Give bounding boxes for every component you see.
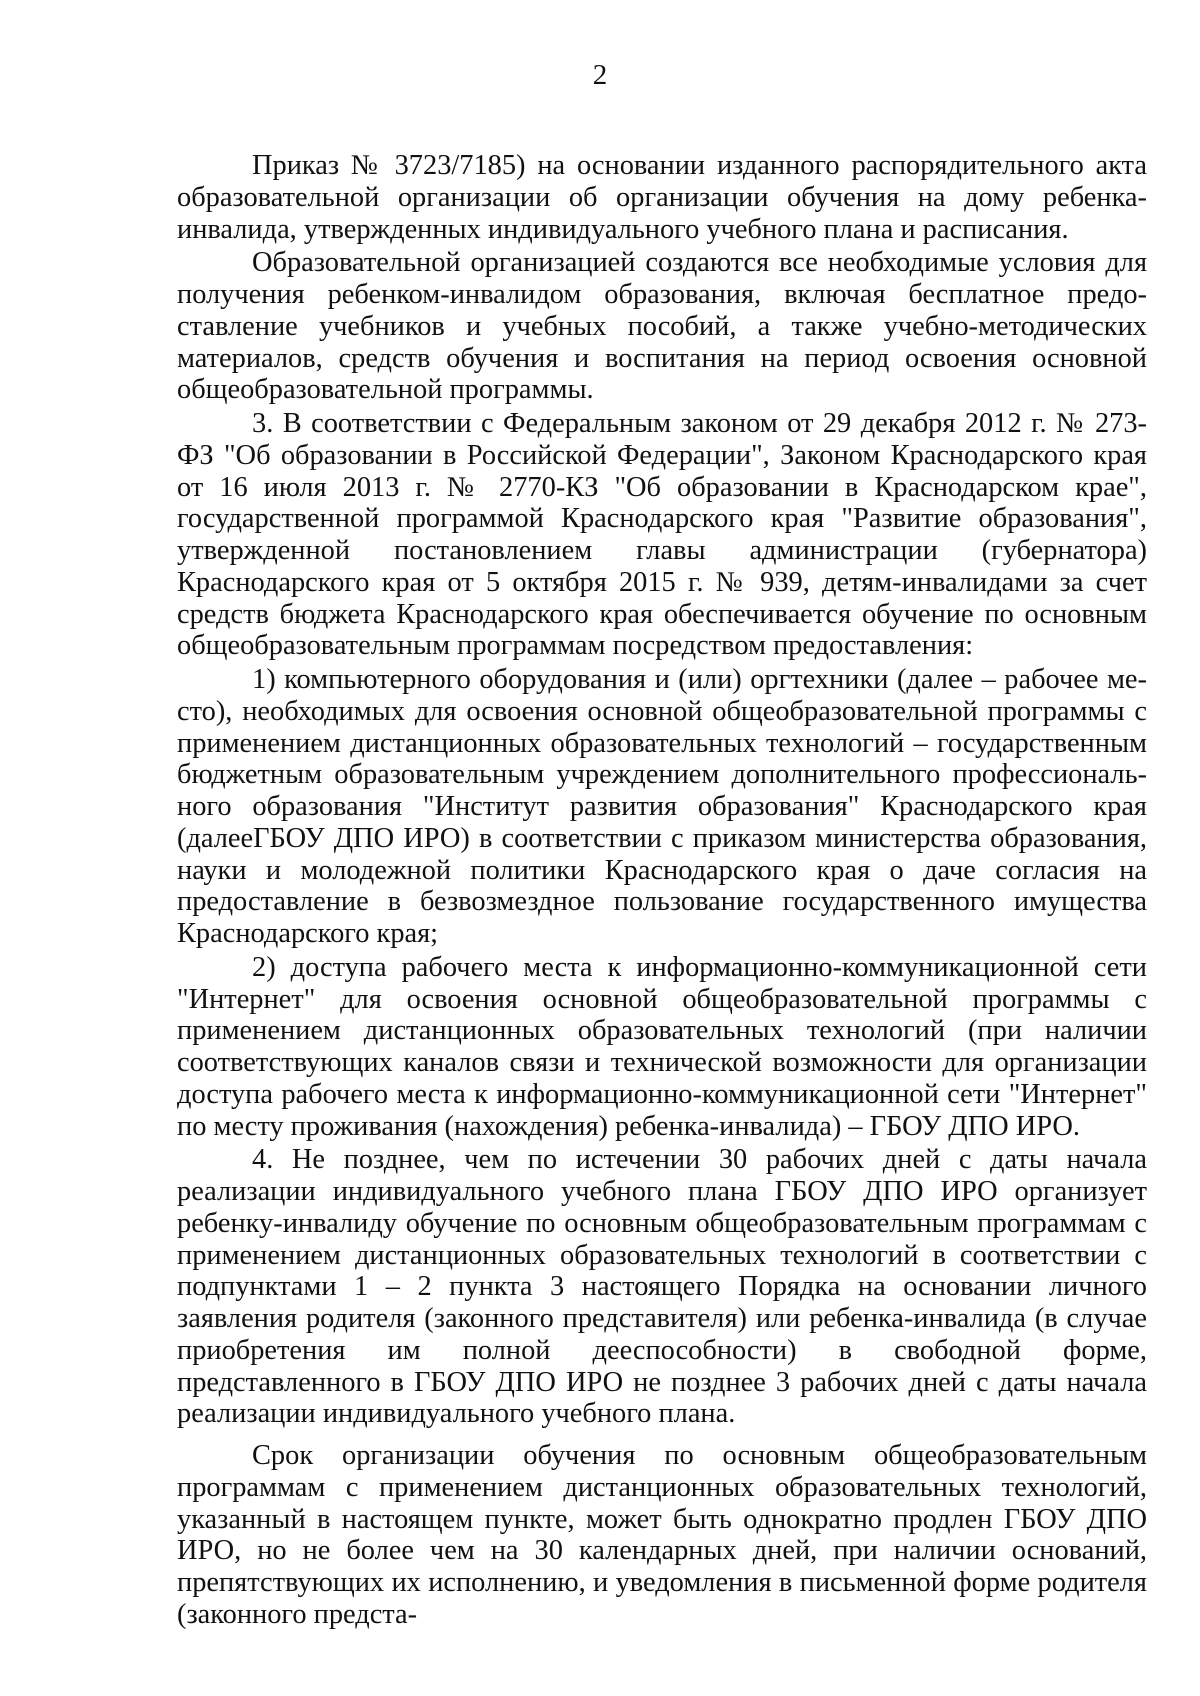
paragraph-item-4: 4. Не позднее, чем по истечении 30 рабочих дней с даты начала реализации индивидуального учебного плана ГБОУ ДПО ИРО организует ребенку-инвалиду обучение по основным общеобразовательным программам с применением дистанционных образовательных технологий в соответствии с подпунктами 1 – 2 пункта 3 настоящего Порядка на основании личного заявления родителя (законного представителя) или ребенка-инвалида (в случае приобретения им полной дееспособности) в свободной форме, представленного в ГБОУ ДПО ИРО не позднее 3 рабочих дней с даты начала реализации индивидуального учебного плана.: [177, 1144, 1147, 1430]
page-number: 2: [592, 59, 608, 91]
paragraph-conditions: Образовательной организацией создаются все необходимые условия для получения ребенком-инвалидом образования, включая бесплатное предоставление учебников и учебных пособий, а также учебно-методических материалов, средств обучения и воспитания на период освоения основной общеобразовательной программы.: [177, 247, 1147, 406]
paragraph-subitem-1: 1) компьютерного оборудования и (или) оргтехники (далее – рабочее место), необходимых для освоения основной общеобразовательной программы с применением дистанционных образовательных технологий – государственным бюджетным образовательным учреждением дополнительного профессионального образования "Институт развития образования" Краснодарского края (далееГБОУ ДПО ИРО) в соответствии с приказом министерства образования, науки и молодежной политики Краснодарского края о даче согласия на предоставление в безвозмездное пользование государственного имущества Краснодарского края;: [177, 664, 1147, 949]
paragraph-term: Срок организации обучения по основным общеобразовательным программам с применением дистанционных образовательных технологий, указанный в настоящем пункте, может быть однократно продлен ГБОУ ДПО ИРО, но не более чем на 30 календарных дней, при наличии оснований, препятствующих их исполнению, и уведомления в письменной форме родителя (законного предста-: [177, 1440, 1147, 1630]
paragraph-subitem-2: 2) доступа рабочего места к информационно-коммуникационной сети "Интернет" для освоения основной общеобразовательной программы с применением дистанционных образовательных технологий (при наличии соответствующих каналов связи и технической возможности для организации доступа рабочего места к информационно-коммуникационной сети "Интернет" по месту проживания (нахождения) ребенка-инвалида) – ГБОУ ДПО ИРО.: [177, 951, 1147, 1142]
document-body: [177, 150, 1147, 1631]
paragraph-order-continuation: Приказ № 3723/7185) на основании изданного распорядительного акта образовательной организации об организации обучения на дому ребенка-инвалида, утвержденных индивидуального учебного плана и расписания.: [177, 150, 1147, 245]
paragraph-item-3: 3. В соответствии с Федеральным законом от 29 декабря 2012 г. № 273-ФЗ "Об образовании в Российской Федерации", Законом Краснодарского края от 16 июля 2013 г. № 2770-КЗ "Об образовании в Краснодарском крае", государственной программой Краснодарского края "Развитие образования", утвержденной постановлением главы администрации (губернатора) Краснодарского края от 5 октября 2015 г. № 939, детям-инвалидами за счет средств бюджета Краснодарского края обеспечивается обучение по основным общеобразовательным программам посредством предоставления:: [177, 408, 1147, 662]
